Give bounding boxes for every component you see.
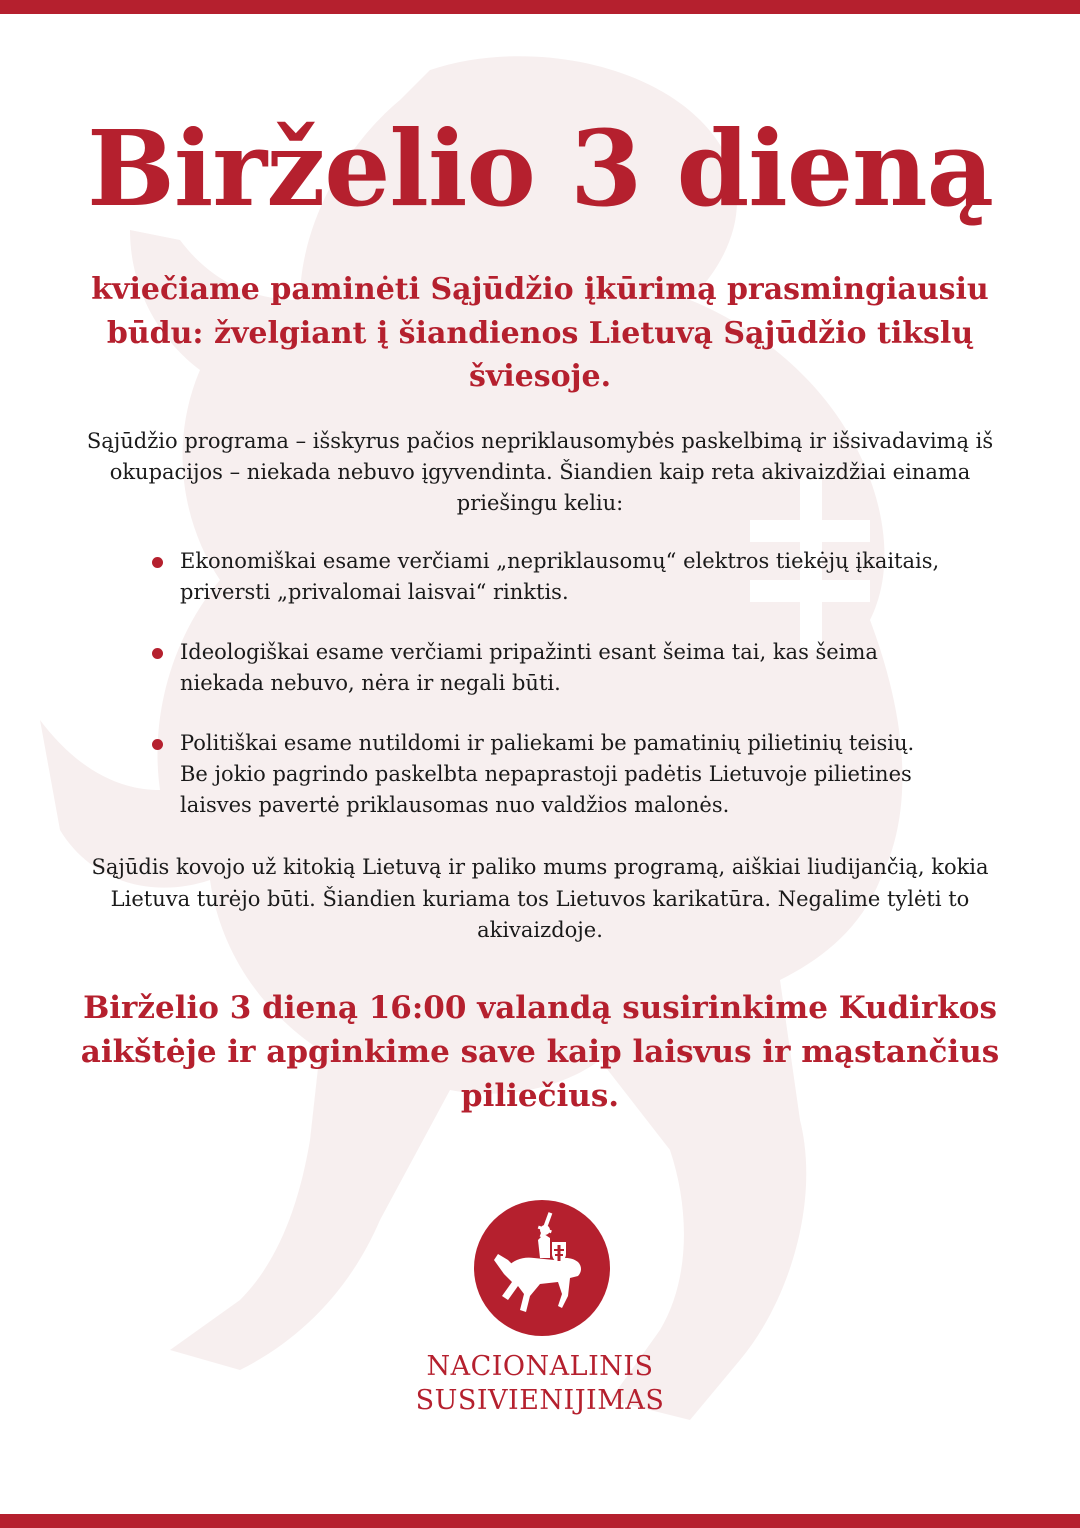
subtitle: kviečiame paminėti Sąjūdžio įkūrimą prasmingiausiu būdu: žvelgiant į šiandienos Lietuvą Sąjūdžio tikslų šviesoje. — [91, 272, 989, 394]
list-item-text: Ekonomiškai esame verčiami „nepriklausomų“ elektros tiekėjų įkaitais, priversti „privalomai laisvai“ rinktis. — [180, 549, 940, 605]
list-item — [150, 728, 940, 821]
list-item-text: Ideologiškai esame verčiami pripažinti esant šeima tai, kas šeima niekada nebuvo, nėra ir negali būti. — [180, 640, 878, 696]
grievance-list — [150, 546, 940, 851]
bullet-dot-icon — [152, 557, 163, 568]
vytis-knight-icon — [474, 1200, 610, 1336]
page-title: Birželio 3 dieną — [87, 107, 993, 230]
call-to-action: Birželio 3 dieną 16:00 valandą susirinkime Kudirkos aikštėje ir apginkime save kaip laisvus ir mąstančius piliečius. — [80, 990, 1000, 1115]
organization-name — [340, 1350, 740, 1418]
list-item — [150, 637, 940, 699]
organization-name-line2: SUSIVIENIJIMAS — [415, 1384, 665, 1416]
bottom-border — [0, 1514, 1080, 1528]
bullet-dot-icon — [152, 739, 163, 750]
list-item — [150, 546, 940, 608]
closing-paragraph: Sąjūdis kovojo už kitokią Lietuvą ir paliko mums programą, aiškiai liudijančią, kokia Lietuva turėjo būti. Šiandien kuriama tos Lietuvos karikatūra. Negalime tylėti to akivaizdoje. — [91, 855, 989, 942]
organization-name-line1: NACIONALINIS — [426, 1351, 654, 1382]
intro-paragraph: Sąjūdžio programa – išskyrus pačios nepriklausomybės paskelbimą ir išsivadavimą iš okupacijos – niekada nebuvo įgyvendinta. Šiandien kaip reta akivaizdžiai einama priešingu keliu: — [86, 429, 994, 516]
list-item-text: Politiškai esame nutildomi ir paliekami be pamatinių pilietinių teisių. Be jokio pagrindo paskelbta nepaprastoji padėtis Lietuvoje pilietines laisves pavertė priklausomas nuo valdžios malonės. — [180, 731, 915, 818]
bullet-dot-icon — [152, 648, 163, 659]
